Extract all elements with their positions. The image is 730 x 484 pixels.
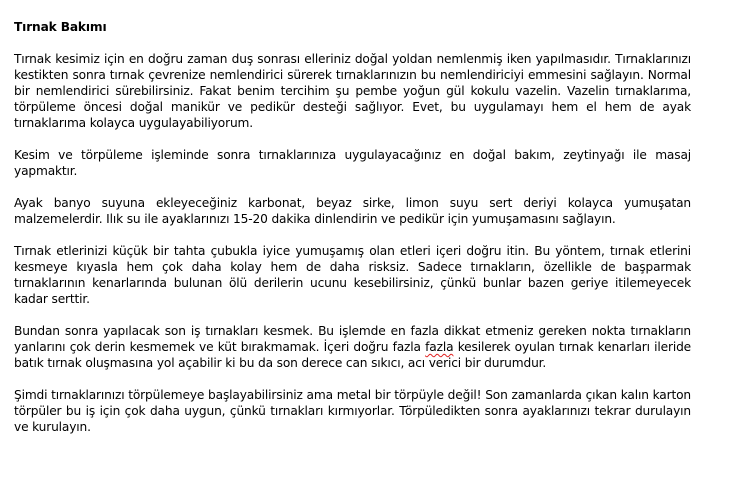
paragraph-cutting-nails [14, 323, 691, 371]
spellcheck-flagged-word[interactable]: fazla [425, 340, 454, 354]
paragraph-filing-nails: Şimdi tırnaklarınızı törpülemeye başlayabilirsiniz ama metal bir törpüyle değil! Son zamanlarda çıkan kalın karton törpüler bu iş için çok daha uygun, çünkü tırnakları kırmıyorlar. Törpüledikten sonra ayaklarınızı tekrar durulayın ve kurulayın. [14, 388, 691, 434]
paragraph-text: Bundan sonra yapılacak son iş tırnakları kesmek. Bu işlemde en fazla dikkat etmeniz gereken nokta tırnakların yanlarını çok derin kesmemek ve küt bırakmamak. İçeri doğru fazla [14, 324, 691, 354]
paragraph-text: kesilerek oyulan tırnak kenarları ileride batık tırnak oluşmasına yol açabilir ki bu da son derece can sıkıcı, acı verici bir durumdur. [14, 340, 692, 370]
paragraph-foot-bath: Ayak banyo suyuna ekleyeceğiniz karbonat, beyaz sirke, limon suyu sert deriyi kolayca yumuşatan malzemelerdir. Ilık su ile ayaklarınızı 15-20 dakika dinlendirin ve pedikür için yumuşamasını sağlayın. [14, 196, 691, 226]
document-title: Tırnak Bakımı [14, 20, 107, 34]
paragraph-olive-oil-massage: Kesim ve törpüleme işleminde sonra tırnaklarınıza uygulayacağınız en doğal bakım, zeytinyağı ile masaj yapmaktır. [14, 148, 691, 178]
document-body [14, 19, 691, 451]
paragraph-cuticle-care: Tırnak etlerinizi küçük bir tahta çubukla iyice yumuşamış olan etleri içeri doğru itin. Bu yöntem, tırnak etlerini kesmeye kıyasla hem çok daha kolay hem de daha risksiz. Sadece tırnakların, özellikle de başparmak tırnaklarının kenarlarında bulunan ölü derilerin ucunu kesebilirsiniz, çünkü bunlar bazen geriye itilemeyecek kadar serttir. [14, 244, 691, 306]
paragraph-nail-cutting-time: Tırnak kesimiz için en doğru zaman duş sonrası elleriniz doğal yoldan nemlenmiş iken yapılmasıdır. Tırnaklarınızı kestikten sonra tırnak çevrenize nemlendirici sürerek tırnaklarınızın bu nemlendiriciyi emmesini sağlayın. Normal bir nemlendirici sürebilirsiniz. Fakat benim tercihim şu pembe yoğun gül kokulu vazelin. Vazelin tırnaklarıma, törpüleme öncesi doğal manikür ve pedikür desteği sağlıyor. Evet, bu uygulamayı hem el hem de ayak tırnaklarıma kolayca uygulayabiliyorum. [14, 52, 691, 130]
